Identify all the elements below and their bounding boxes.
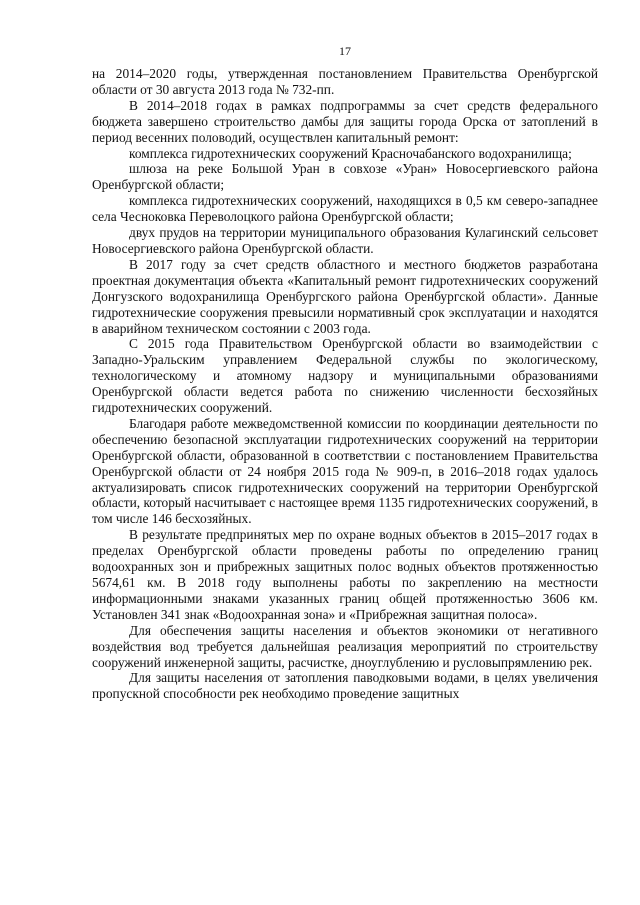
paragraph-commission-work: Благодаря работе межведомственной комиссии по координации деятельности по обеспечению безопасной эксплуатации гидротехнических сооружений на территории Оренбургской области, образованной в соответствии с постановлением Правительства Оренбургской области от 24 ноября 2015 года № 909-п, в 2016–2018 годах удалось актуализировать список гидротехнических сооружений на территории Оренбургской области, который насчитывает с настоящее время 1135 гидротехнических сооружений, в том числе 146 бесхозяйных. — [92, 415, 598, 527]
paragraph-flood-protection-continuation: Для защиты населения от затопления паводковыми водами, в целях увеличения пропускной способности рек необходимо проведение защитных — [92, 670, 598, 702]
paragraph-water-protection-zones: В результате предпринятых мер по охране водных объектов в 2015–2017 годах в пределах Оренбургской области проведены работы по определению границ водоохранных зон и прибрежных защитных полос водных объектов протяженностью 5674,61 км. В 2018 году выполнены работы по закреплению на местности информационными знаками указанных границ общей протяженностью 3606 км. Установлен 341 знак «Водоохранная зона» и «Прибрежная защитная полоса». — [92, 527, 598, 622]
paragraph-flood-protection-measures: Для обеспечения защиты населения и объектов экономики от негативного воздействия вод требуется дальнейшая реализация мероприятий по строительству сооружений инженерной защиты, расчистке, дноуглублению и русловыпрямлению рек. — [92, 622, 598, 670]
paragraph-ownerless-structures: С 2015 года Правительством Оренбургской области во взаимодействии с Западно-Уральским управлением Федеральной службы по экологическому, технологическому и атомному надзору и муниципальными образованиями Оренбургской области ведется работа по снижению численности бесхозяйных гидротехнических сооружений. — [92, 336, 598, 416]
paragraph-donguz-reservoir: В 2017 году за счет средств областного и местного бюджетов разработана проектная документация объекта «Капитальный ремонт гидротехнических сооружений Донгузского водохранилища Оренбургского района Оренбургской области». Данные гидротехнические сооружения превысили нормативный срок эксплуатации и находятся в аварийном техническом состоянии с 2003 года. — [92, 256, 598, 336]
page-number: 17 — [339, 44, 351, 58]
list-item-chesnokovka-structures: комплекса гидротехнических сооружений, находящихся в 0,5 км северо-западнее села Чесноковка Переволоцкого района Оренбургской области; — [92, 193, 598, 225]
list-item-kulaginsky-ponds: двух прудов на территории муниципального образования Кулагинский сельсовет Новосергиевского района Оренбургской области. — [92, 225, 598, 256]
paragraph-1-continuation: на 2014–2020 годы, утвержденная постановлением Правительства Оренбургской области от 30 августа 2013 года № 732-пп. — [92, 66, 598, 97]
list-item-krasnochaban-reservoir: комплекса гидротехнических сооружений Красночабанского водохранилища; — [129, 145, 572, 161]
paragraph-dam-construction: В 2014–2018 годах в рамках подпрограммы за счет средств федерального бюджета завершено строительство дамбы для защиты города Орска от затоплений в период весенних половодий, осуществлен капитальный ремонт: — [92, 97, 598, 145]
document-page — [92, 0, 598, 905]
document-body — [92, 66, 598, 702]
list-item-bolshoy-uran-sluice: шлюза на реке Большой Уран в совхозе «Уран» Новосергиевского района Оренбургской области; — [92, 161, 598, 193]
